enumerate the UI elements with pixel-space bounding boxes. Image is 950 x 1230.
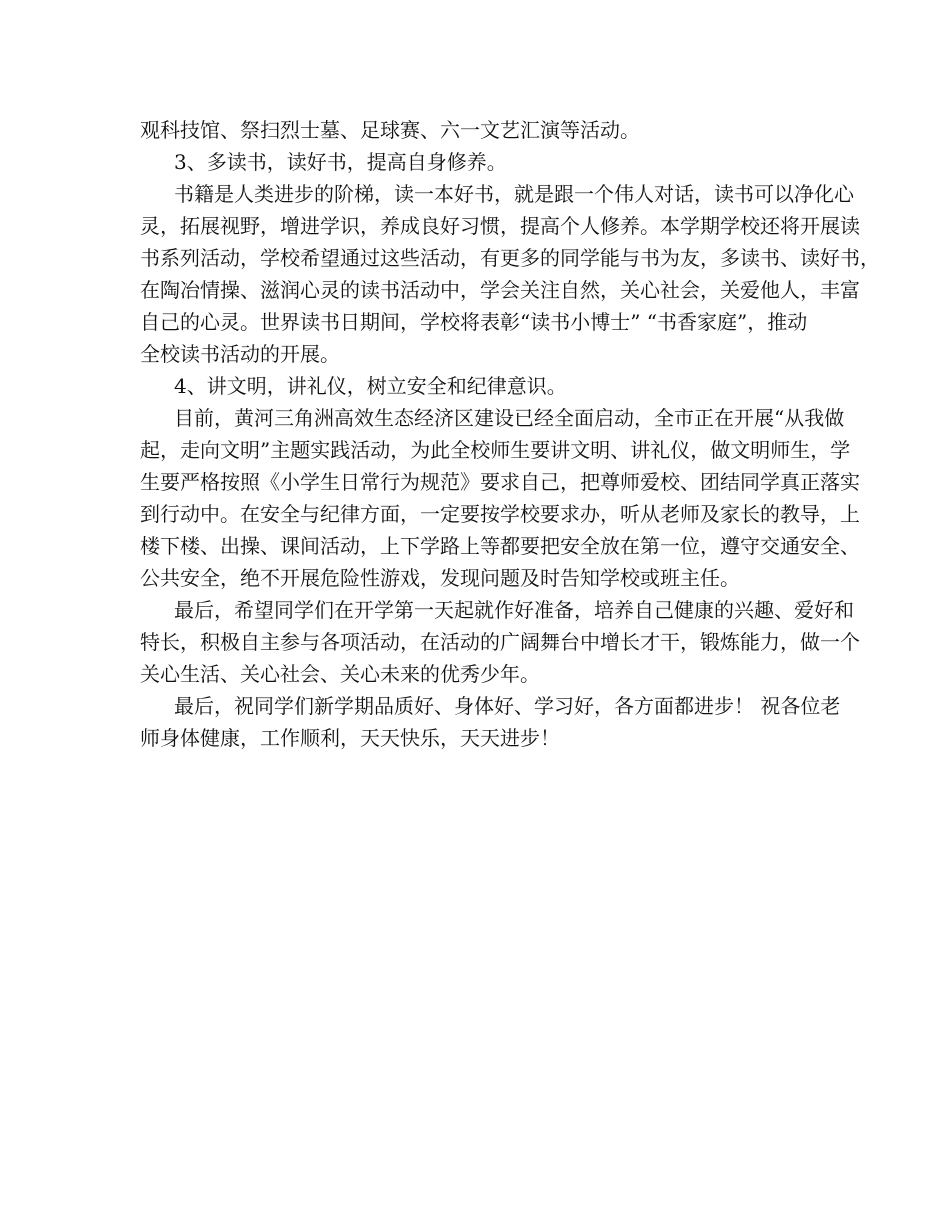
section-heading: 3、多读书，读好书，提高自身修养。 [174,150,507,174]
text-line: 关心生活、关心社会、关心未来的优秀少年。 [140,662,540,686]
text-line: 起，走向文明”主题实践活动，为此全校师生要讲文明、讲礼仪，做文明师生，学 [140,438,851,462]
text-line: 特长，积极自主参与各项活动，在活动的广阔舞台中增长才干，锻炼能力，做一个 [140,630,860,654]
text-line: 全校读书活动的开展。 [140,342,340,366]
text-line: 最后，祝同学们新学期品质好、身体好、学习好，各方面都进步！ 祝各位老 [174,694,841,718]
text-line: 观科技馆、祭扫烈士墓、足球赛、六一文艺汇演等活动。 [140,118,640,142]
text-line: 到行动中。在安全与纪律方面，一定要按学校要求办，听从老师及家长的教导，上 [140,502,860,526]
text-line: 最后，希望同学们在开学第一天起就作好准备，培养自己健康的兴趣、爱好和 [174,598,854,622]
text-line: 生要严格按照《小学生日常行为规范》要求自己，把尊师爱校、团结同学真正落实 [140,470,860,494]
text-line: 书籍是人类进步的阶梯，读一本好书，就是跟一个伟人对话，读书可以净化心 [174,182,854,206]
text-line: 书系列活动，学校希望通过这些活动，有更多的同学能与书为友，多读书、读好书， [140,246,880,270]
text-line: 在陶冶情操、滋润心灵的读书活动中，学会关注自然，关心社会，关爱他人，丰富 [140,278,860,302]
text-line: 目前，黄河三角洲高效生态经济区建设已经全面启动，全市正在开展“从我做 [174,406,845,430]
section-heading: 4、讲文明，讲礼仪，树立安全和纪律意识。 [174,374,567,398]
text-line: 灵，拓展视野，增进学识，养成良好习惯，提高个人修养。本学期学校还将开展读 [140,214,860,238]
text-line: 师身体健康，工作顺利，天天快乐，天天进步！ [140,726,560,750]
text-line: 自己的心灵。世界读书日期间，学校将表彰“读书小博士” “书香家庭”，推动 [140,310,808,334]
text-line: 楼下楼、出操、课间活动，上下学路上等都要把安全放在第一位，遵守交通安全、 [140,534,860,558]
document-page [140,114,880,754]
text-line: 公共安全，绝不开展危险性游戏，发现问题及时告知学校或班主任。 [140,566,740,590]
